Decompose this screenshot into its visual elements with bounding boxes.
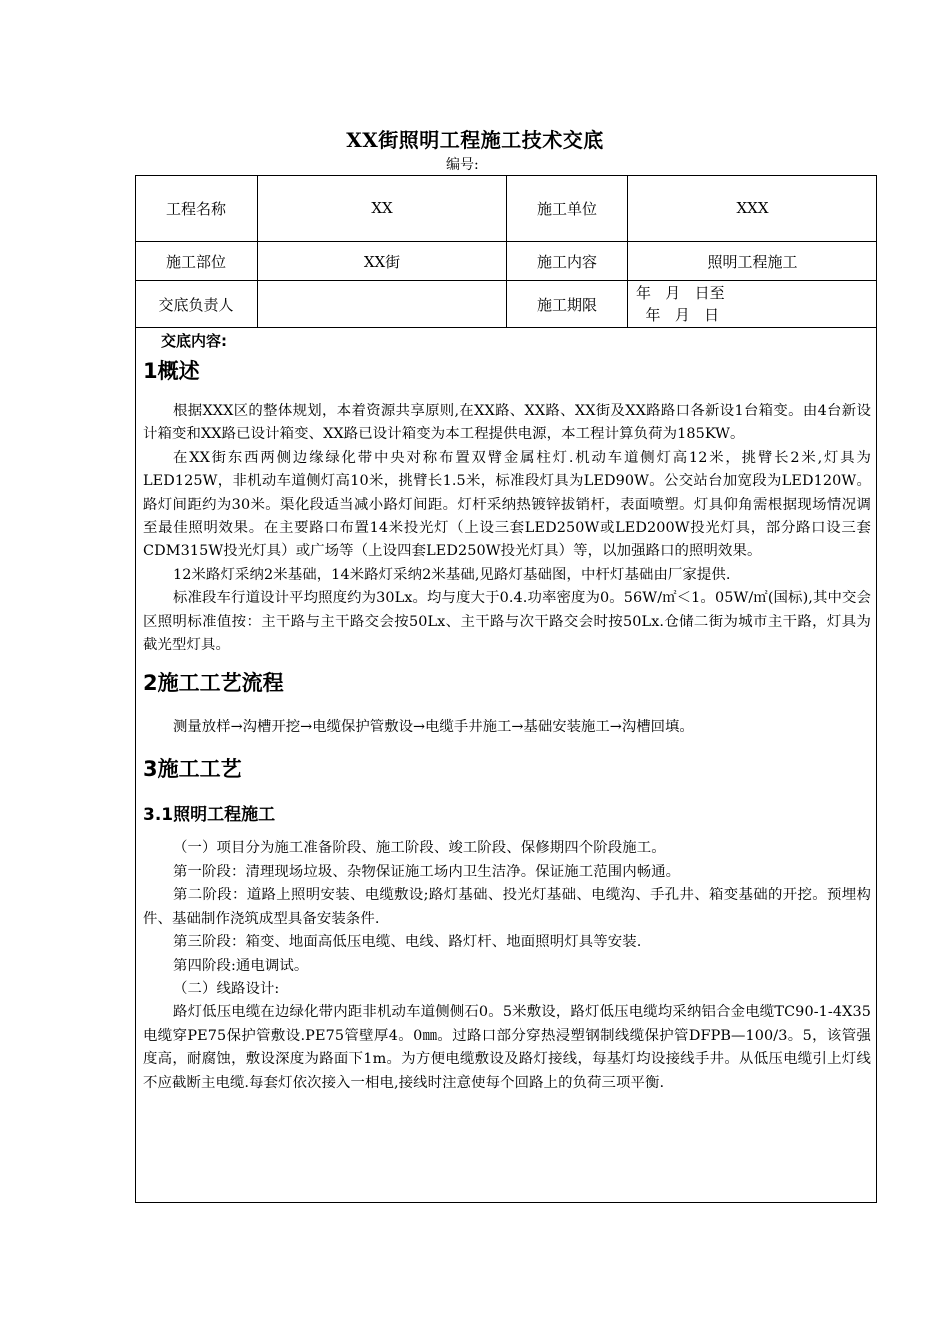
section-3-paragraph: 第二阶段：道路上照明安装、电缆敷设;路灯基础、投光灯基础、电缆沟、手孔井、箱变基础的开挖。预埋构件、基础制作浇筑成型具备安装条件. — [143, 887, 871, 927]
section-3-paragraph: 第四阶段:通电调试。 — [173, 957, 309, 974]
section-1-heading: 1概述 — [143, 359, 200, 383]
process-flow: 测量放样→沟槽开挖→电缆保护管敷设→电缆手井施工→基础安装施工→沟槽回填。 — [173, 719, 694, 736]
disclosure-content — [143, 330, 871, 1095]
period-start: 年 月 日至 — [636, 284, 725, 302]
construction-content-value: 照明工程施工 — [707, 252, 798, 271]
period-end: 年 月 日 — [636, 306, 720, 324]
section-3-paragraph: （二）线路设计: — [173, 980, 280, 997]
section-3-paragraph: 路灯低压电缆在边绿化带内距非机动车道侧侧石0。5米敷设，路灯低压电缆均采纳铝合金电缆TC90-1-4X35电缆穿PE75保护管敷设.PE75管壁厚4。0㎜。过路口部分穿热浸塑钢制线缆保护管DFPB—100/3。5，该管强度高，耐腐蚀，敷设深度为路面下1m。为方便电缆敷设及路灯接线，每基灯均设接线手井。从低压电缆引上灯线不应截断主电缆.每套灯依次接入一相电,接线时注意使每个回路上的负荷三项平衡. — [143, 1004, 871, 1091]
section-2-heading: 2施工工艺流程 — [143, 671, 284, 696]
construction-content-label: 施工内容 — [536, 252, 597, 271]
project-name-label: 工程名称 — [165, 199, 226, 218]
construction-period-value — [636, 282, 725, 326]
section-1-paragraph: 12米路灯采纳2米基础，14米路灯采纳2米基础,见路灯基础图，中杆灯基础由厂家提供. — [173, 566, 731, 583]
construction-unit-value: XXX — [736, 199, 769, 217]
section-3-heading: 3施工工艺 — [143, 757, 242, 782]
section-1-paragraph: 根据XXX区的整体规划，本着资源共享原则,在XX路、XX路、XX街及XX路路口各新设1台箱变。由4台新设计箱变和XX路已设计箱变、XX路已设计箱变为本工程提供电源，本工程计算负荷为185KW。 — [143, 403, 871, 443]
responsible-person-value — [258, 281, 506, 327]
document-title: XX街照明工程施工技术交底 — [346, 128, 604, 152]
section-1-paragraph: 标准段车行道设计平均照度约为30Lx。均与度大于0.4.功率密度为0。56W/㎡＜1。05W/㎡(国标),其中交会区照明标准值按：主干路与主干路交会按50Lx、主干路与次干路交会时按50Lx.仓储二街为城市主干路，灯具为截光型灯具。 — [143, 590, 871, 654]
section-3-paragraph: （一）项目分为施工准备阶段、施工阶段、竣工阶段、保修期四个阶段施工。 — [173, 840, 666, 857]
section-1-paragraph: 在XX街东西两侧边缘绿化带中央对称布置双臂金属柱灯.机动车道侧灯高12米，挑臂长2米,灯具为LED125W，非机动车道侧灯高10米，挑臂长1.5米，标准段灯具为LED90W。公交站台加宽段为LED120W。路灯间距约为30米。渠化段适当减小路灯间距。灯杆采纳热镀锌拔销杆，表面喷塑。灯具仰角需根据现场情况调至最佳照明效果。在主要路口布置14米投光灯（上设三套LED250W或LED200W投光灯具，部分路口设三套CDM315W投光灯具）或广场等（上设四套LED250W投光灯具）等，以加强路口的照明效果。 — [143, 449, 871, 560]
project-name-value: XX — [371, 199, 393, 217]
subsection-3-1-heading: 3.1照明工程施工 — [143, 805, 276, 826]
doc-number-label: 编号: — [446, 157, 479, 173]
section-3-paragraph: 第三阶段：箱变、地面高低压电缆、电线、路灯杆、地面照明灯具等安装. — [173, 934, 642, 951]
construction-location-label: 施工部位 — [165, 252, 226, 271]
section-3-paragraph: 第一阶段：清理现场垃圾、杂物保证施工场内卫生洁净。保证施工范围内畅通。 — [173, 863, 681, 880]
construction-location-value: XX街 — [363, 252, 401, 271]
construction-unit-label: 施工单位 — [536, 199, 597, 218]
content-lead-label: 交底内容: — [161, 332, 227, 350]
construction-period-label: 施工期限 — [536, 295, 597, 314]
responsible-person-label: 交底负责人 — [158, 295, 234, 314]
